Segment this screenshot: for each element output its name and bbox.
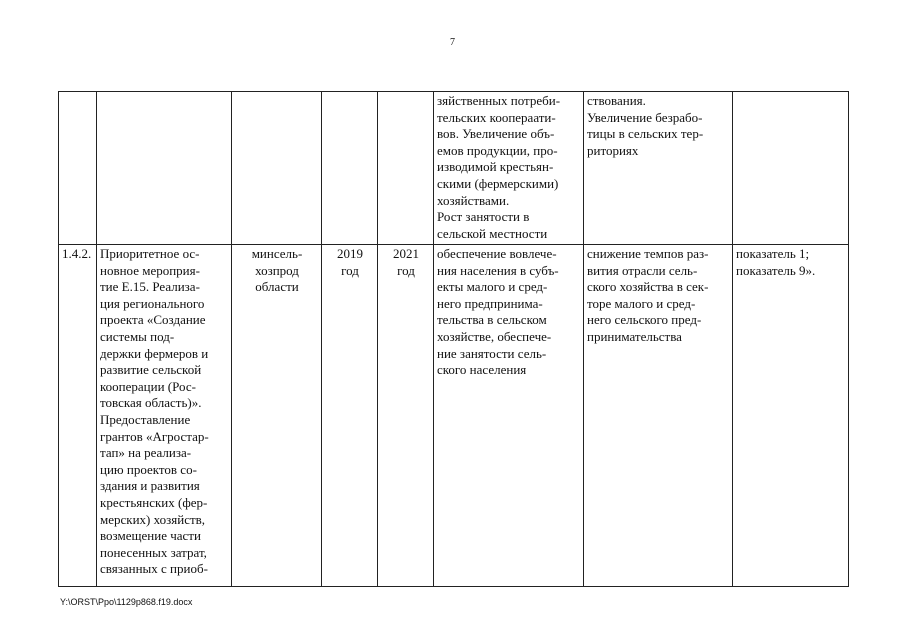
cell-line: хозяйстве, обеспече- [437,328,552,344]
cell-line: ция регионального [100,295,205,311]
page-number: 7 [450,37,455,48]
cell-line: кооперации (Рос- [100,378,196,394]
start-year-cell [322,245,378,587]
cell-line: обеспечение вовлече- [437,246,557,261]
activities-table [58,91,849,587]
end-year-cell [378,92,434,245]
cell-line: понесенных затрат, [100,544,207,560]
activity-title-cell [97,92,232,245]
cell-line: торе малого и сред- [587,295,696,311]
cell-line: грантов «Агростар- [100,428,209,444]
end-year-cell [378,245,434,587]
cell-line: сельской местности [437,225,548,241]
table-row [59,92,849,245]
cell-line: принимательства [587,328,682,344]
cell-line: хозяйствами. [437,192,510,208]
indicators-cell [733,245,849,587]
cell-line: 2021 [393,246,419,261]
cell-line: показатель 1; [736,246,810,261]
cell-line: изводимой крестьян- [437,159,554,175]
cell-line: ние занятости сель- [437,345,547,361]
cell-line: товская область)». [100,395,202,411]
cell-line: тельских коопераати- [437,109,556,125]
cell-line: ния населения в субъ- [437,262,559,278]
cell-line: 1.4.2. [62,246,92,261]
cell-line: тицы в сельских тер- [587,126,704,142]
consequences-cell [584,245,733,587]
cell-line: Приоритетное ос- [100,246,200,261]
cell-line: минсель- [251,246,303,261]
cell-line: вития отрасли сель- [587,262,698,278]
cell-line: цию проектов со- [100,461,197,477]
executor-cell [232,92,322,245]
cell-line: мерских) хозяйств, [100,511,206,527]
cell-line: здания и развития [100,478,200,494]
cell-line: возмещение части [100,528,201,544]
indicators-cell [733,92,849,245]
cell-line: Рост занятости в [437,209,530,225]
table-row [59,245,849,587]
expected-result-cell [434,245,584,587]
cell-line: год [397,262,415,278]
cell-line: ского хозяйства в сек- [587,279,709,295]
cell-line: скими (фермерскими) [437,175,559,191]
cell-line: 2019 [337,246,363,261]
cell-line: ствования. [587,93,646,108]
cell-line: связанных с приоб- [100,561,208,577]
expected-result-cell [434,92,584,245]
cell-line: показатель 9». [736,262,816,278]
cell-line: емов продукции, про- [437,142,558,158]
activity-title-cell [97,245,232,587]
cell-line: держки фермеров и [100,345,209,361]
cell-line: тельства в сельском [437,312,547,328]
document-file-path: Y:\ORST\Ppo\1129p868.f19.docx [60,597,193,607]
cell-line: проекта «Создание [100,312,206,328]
cell-line: риториях [587,142,639,158]
cell-line: Предоставление [100,411,191,427]
cell-line: крестьянских (фер- [100,494,208,510]
cell-line: ского населения [437,362,527,378]
cell-line: год [341,262,359,278]
row-number-cell [59,245,97,587]
cell-line: екты малого и сред- [437,279,548,295]
consequences-cell [584,92,733,245]
cell-line: системы под- [100,328,175,344]
cell-line: него предпринима- [437,295,543,311]
cell-line: Увеличение безрабо- [587,109,703,125]
cell-line: зяйственных потреби- [437,93,561,108]
cell-line: него сельского пред- [587,312,702,328]
cell-line: развитие сельской [100,362,202,378]
cell-line: области [255,279,299,295]
start-year-cell [322,92,378,245]
cell-line: новное мероприя- [100,262,200,278]
cell-line: тие Е.15. Реализа- [100,279,200,295]
row-number-cell [59,92,97,245]
executor-cell [232,245,322,587]
cell-line: снижение темпов раз- [587,246,709,261]
cell-line: вов. Увеличение объ- [437,126,555,142]
cell-line: хозпрод [255,262,299,278]
cell-line: тап» на реализа- [100,445,192,461]
